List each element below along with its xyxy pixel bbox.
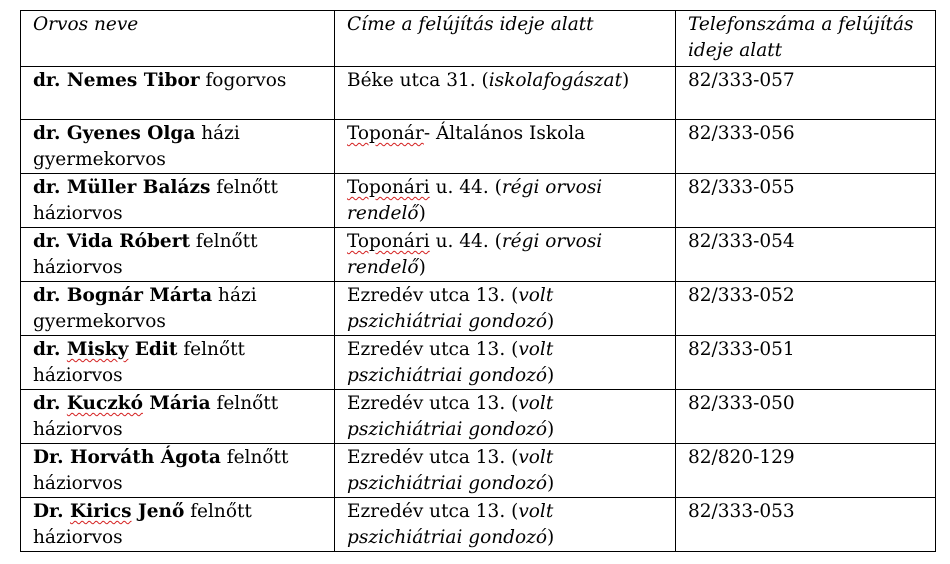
address-text: régi orvosi rendelő bbox=[347, 177, 603, 224]
phone-cell: 82/820-129 bbox=[676, 444, 936, 498]
doctor-name-text: felnőtt háziorvos bbox=[33, 231, 258, 278]
address-text: iskolafogászat bbox=[488, 70, 623, 91]
table-row bbox=[21, 120, 936, 174]
doctor-name-text: Edit bbox=[128, 339, 178, 360]
address-cell bbox=[335, 336, 676, 390]
address-cell bbox=[335, 444, 676, 498]
doctor-name-text: dr. bbox=[33, 393, 67, 414]
doctor-name-text: dr. Gyenes Olga bbox=[33, 123, 196, 144]
address-cell bbox=[335, 174, 676, 228]
address-cell bbox=[335, 390, 676, 444]
phone-cell: 82/333-051 bbox=[676, 336, 936, 390]
doctor-name-cell bbox=[21, 174, 335, 228]
doctor-name-cell bbox=[21, 282, 335, 336]
doctor-name-text: dr. Nemes Tibor bbox=[33, 70, 200, 91]
address-text: ) bbox=[418, 203, 426, 224]
address-text: Ezredév utca 13. ( bbox=[347, 285, 519, 306]
doctor-name-text: dr. bbox=[33, 339, 67, 360]
address-cell bbox=[335, 282, 676, 336]
address-text: Toponári bbox=[347, 177, 430, 198]
doctor-name-cell bbox=[21, 390, 335, 444]
phone-cell: 82/333-056 bbox=[676, 120, 936, 174]
doctor-name-text: dr. Müller Balázs bbox=[33, 177, 211, 198]
address-text: Toponári bbox=[347, 231, 430, 252]
phone-cell: 82/333-057 bbox=[676, 67, 936, 120]
address-text: volt pszichiátriai gondozó bbox=[347, 501, 554, 548]
address-text: volt pszichiátriai gondozó bbox=[347, 339, 554, 386]
doctor-name-text: dr. Vida Róbert bbox=[33, 231, 190, 252]
table-row bbox=[21, 228, 936, 282]
doctor-name-text: fogorvos bbox=[199, 70, 287, 91]
table-row bbox=[21, 282, 936, 336]
doctor-name-text: Kuczkó bbox=[66, 393, 143, 414]
address-cell bbox=[335, 120, 676, 174]
doctor-name-cell bbox=[21, 336, 335, 390]
address-text: Ezredév utca 13. ( bbox=[347, 393, 519, 414]
address-text: volt pszichiátriai gondozó bbox=[347, 447, 554, 494]
table-row bbox=[21, 390, 936, 444]
doctor-name-cell bbox=[21, 67, 335, 120]
phone-cell: 82/333-055 bbox=[676, 174, 936, 228]
table-row bbox=[21, 67, 936, 120]
doctor-name-text: Mária bbox=[142, 393, 211, 414]
doctor-name-text: házi gyermekorvos bbox=[33, 123, 240, 170]
table-row bbox=[21, 498, 936, 552]
address-text: Ezredév utca 13. ( bbox=[347, 339, 519, 360]
phone-cell: 82/333-054 bbox=[676, 228, 936, 282]
header-address: Címe a felújítás ideje alatt bbox=[335, 11, 676, 67]
table-row bbox=[21, 444, 936, 498]
doctor-name-text: házi gyermekorvos bbox=[33, 285, 257, 332]
doctor-name-text: Jenő bbox=[131, 501, 185, 522]
address-text: Béke utca 31. ( bbox=[347, 70, 489, 91]
header-row bbox=[21, 11, 936, 67]
address-text: ) bbox=[547, 473, 555, 494]
doctor-name-text: Misky bbox=[66, 339, 129, 360]
doctor-name-text: felnőtt háziorvos bbox=[33, 501, 252, 548]
table-row bbox=[21, 174, 936, 228]
address-text: Toponár bbox=[347, 123, 424, 144]
address-text: - Általános Iskola bbox=[423, 123, 586, 144]
doctor-name-text: felnőtt háziorvos bbox=[33, 447, 289, 494]
phone-cell: 82/333-053 bbox=[676, 498, 936, 552]
address-text: ) bbox=[622, 70, 630, 91]
address-text: u. 44. ( bbox=[429, 177, 502, 198]
doctor-name-cell bbox=[21, 228, 335, 282]
doctor-name-text: Dr. bbox=[33, 501, 70, 522]
address-text: régi orvosi rendelő bbox=[347, 231, 603, 278]
doctor-name-text: dr. Bognár Márta bbox=[33, 285, 213, 306]
doctor-name-text: Kirics bbox=[69, 501, 132, 522]
phone-cell: 82/333-052 bbox=[676, 282, 936, 336]
address-text: Ezredév utca 13. ( bbox=[347, 501, 519, 522]
address-cell bbox=[335, 67, 676, 120]
address-text: ) bbox=[547, 365, 555, 386]
doctor-name-cell bbox=[21, 498, 335, 552]
address-text: volt pszichiátriai gondozó bbox=[347, 393, 554, 440]
address-text: Ezredév utca 13. ( bbox=[347, 447, 519, 468]
doctor-name-cell bbox=[21, 120, 335, 174]
address-text: ) bbox=[547, 419, 555, 440]
address-text: ) bbox=[547, 527, 555, 548]
doctor-name-cell bbox=[21, 444, 335, 498]
address-text: ) bbox=[547, 311, 555, 332]
address-text: volt pszichiátriai gondozó bbox=[347, 285, 554, 332]
address-text: u. 44. ( bbox=[429, 231, 502, 252]
address-text: ) bbox=[418, 257, 426, 278]
table-body bbox=[21, 67, 936, 552]
address-cell bbox=[335, 498, 676, 552]
header-doctor-name: Orvos neve bbox=[21, 11, 335, 67]
doctor-name-text: felnőtt háziorvos bbox=[33, 393, 279, 440]
doctor-name-text: felnőtt háziorvos bbox=[33, 177, 278, 224]
doctor-table bbox=[20, 10, 936, 552]
table-row bbox=[21, 336, 936, 390]
doctor-name-text: Dr. Horváth Ágota bbox=[33, 447, 221, 468]
header-phone: Telefonszáma a felújítás ideje alatt bbox=[676, 11, 936, 67]
phone-cell: 82/333-050 bbox=[676, 390, 936, 444]
doctor-name-text: felnőtt háziorvos bbox=[33, 339, 245, 386]
address-cell bbox=[335, 228, 676, 282]
